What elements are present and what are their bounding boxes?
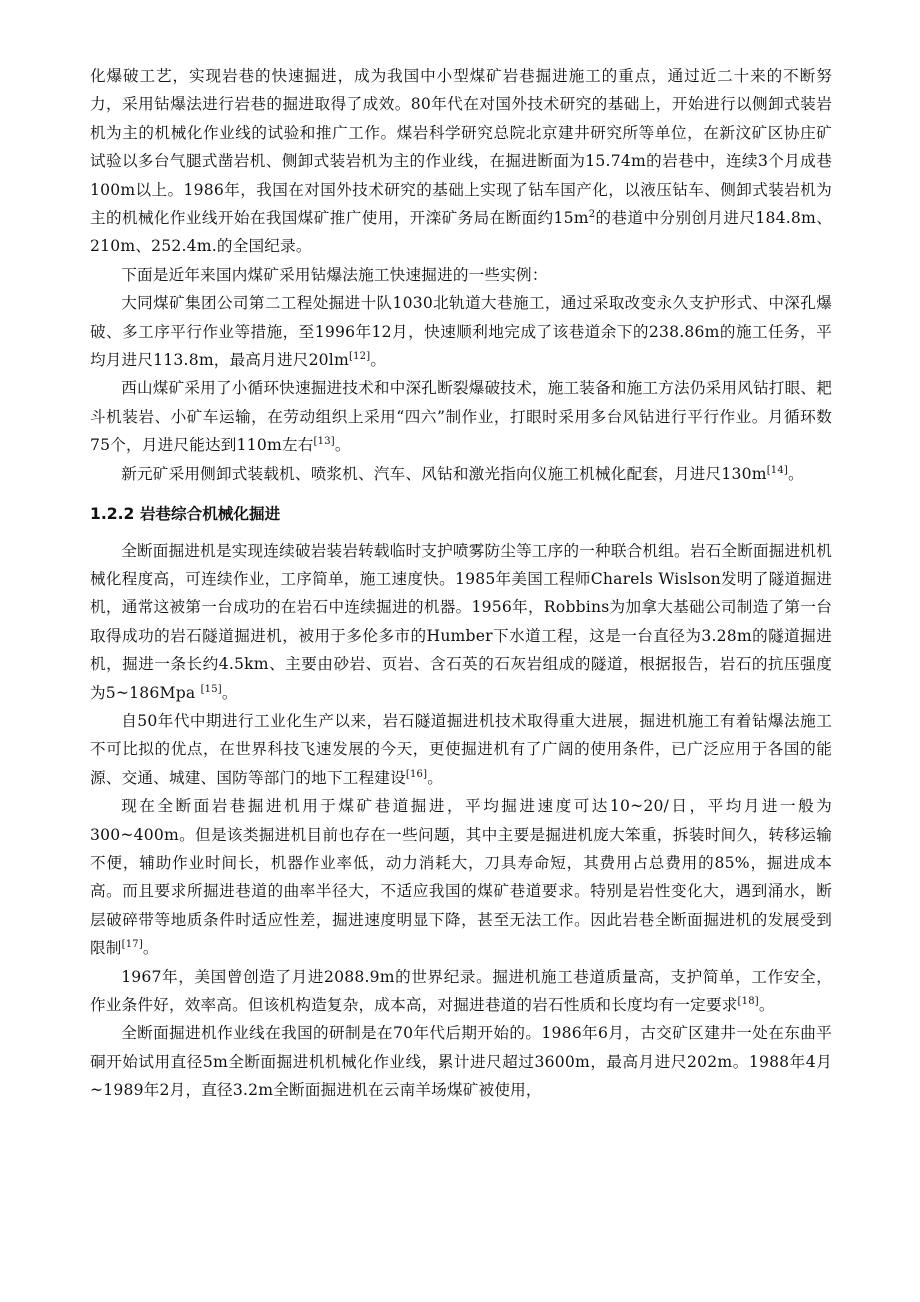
paragraph-0: 化爆破工艺，实现岩巷的快速掘进，成为我国中小型煤矿岩巷掘进施工的重点，通过近二十来的不断努力，采用钻爆法进行岩巷的掘进取得了成效。80年代在对国外技术研究的基础上，开始进行以侧卸式装岩机为主的机械化作业线的试验和推广工作。煤岩科学研究总院北京建井研究所等单位，在新汶矿区协庄矿试验以多台气腿式凿岩机、侧卸式装岩机为主的作业线，在掘进断面为15.74m的岩巷中，连续3个月成巷100m以上。1986年，我国在对国外技术研究的基础上实现了钻车国产化，以液压钻车、侧卸式装岩机为主的机械化作业线开始在我国煤矿推广使用，开滦矿务局在断面约$15m^2$的巷道中分别创月进尺184.8m、210m、252.4m.的全国纪录。	[90, 67, 832, 256]
citation: [18]	[737, 995, 759, 1007]
paragraph-1: 下面是近年来国内煤矿采用钻爆法施工快速掘进的一些实例：	[121, 265, 548, 284]
paragraph-6: 自50年代中期进行工业化生产以来，岩石隧道掘进机技术取得重大进展，掘进机施工有着钻爆法施工不可比拟的优点，在世界科技飞速发展的今天，更使掘进机有了广阔的使用条件，已广泛应用于各国的能源、交通、城建、国防等部门的地下工程建设[16]。	[90, 711, 832, 787]
paragraph-9: 全断面掘进机作业线在我国的研制是在70年代后期开始的。1986年6月，古交矿区建井一处在东曲平硐开始试用直径5m全断面掘进机机械化作业线，累计进尺超过3600m，最高月进尺202m。1988年4月~1989年2月，直径3.2m全断面掘进机在云南羊场煤矿被使用，	[90, 1024, 832, 1100]
section-heading: 1.2.2 岩巷综合机械化掘进	[90, 505, 281, 524]
citation: [14]	[766, 464, 789, 476]
citation: [16]	[405, 768, 428, 780]
citation: [13]	[313, 436, 335, 448]
paragraph-8: 1967年，美国曾创造了月进2088.9m的世界纪录。掘进机施工巷道质量高，支护简单，工作安全，作业条件好，效率高。但该机构造复杂，成本高，对掘进巷道的岩石性质和长度均有一定要求[18]。	[90, 967, 832, 1014]
citation: [12]	[348, 350, 371, 362]
citation: [15]	[200, 683, 222, 695]
citation: [17]	[121, 939, 143, 950]
paragraph-5: 全断面掘进机是实现连续破岩装岩转载临时支护喷雾防尘等工序的一种联合机组。岩石全断面掘进机机械化程度高，可连续作业，工序简单，施工速度快。1985年美国工程师Charels Wislson发明了隧道掘进机，通常这被第一台成功的在岩石中连续掘进的机器。1956年，Robbins为加拿大基础公司制造了第一台取得成功的岩石隧道掘进机，被用于多伦多市的Humber下水道工程，这是一台直径为3.28m的隧道掘进机，掘进一条长约4.5km、主要由砂岩、页岩、含石英的石灰岩组成的隧道，根据报告，岩石的抗压强度为5~186Mpa [15]。	[90, 541, 832, 702]
paragraph-2: 大同煤矿集团公司第二工程处掘进十队1030北轨道大巷施工，通过采取改变永久支护形式、中深孔爆破、多工序平行作业等措施，至1996年12月，快速顺利地完成了该巷道余下的238.86m的施工任务，平均月进尺113.8m，最高月进尺20lm[12]。	[90, 294, 832, 370]
paragraph-3: 西山煤矿采用了小循环快速掘进技术和中深孔断裂爆破技术，施工装备和施工方法仍采用风钻打眼、耙斗机装岩、小矿车运输，在劳动组织上采用“四六”制作业，打眼时采用多台风钻进行平行作业。月循环数75个，月进尺能达到110m左右[13]。	[90, 379, 832, 455]
paragraph-7: 现在全断面岩巷掘进机用于煤矿巷道掘进，平均掘进速度可达10~20/日，平均月进一般为300~400m。但是该类掘进机目前也存在一些问题，其中主要是掘进机庞大笨重，拆装时间久，转移运输不便，辅助作业时间长，机器作业率低，动力消耗大，刀具寿命短，其费用占总费用的85%，掘进成本高。而且要求所掘进巷道的曲率半径大，不适应我国的煤矿巷道要求。特别是岩性变化大，遇到涌水，断层破碎带等地质条件时适应性差，掘进速度明显下降，甚至无法工作。因此岩巷全断面掘进机的发展受到限制[17]。	[90, 797, 832, 958]
paragraph-4: 新元矿采用侧卸式装载机、喷浆机、汽车、风钻和激光指向仪施工机械化配套，月进尺130m[14]。	[121, 464, 804, 483]
